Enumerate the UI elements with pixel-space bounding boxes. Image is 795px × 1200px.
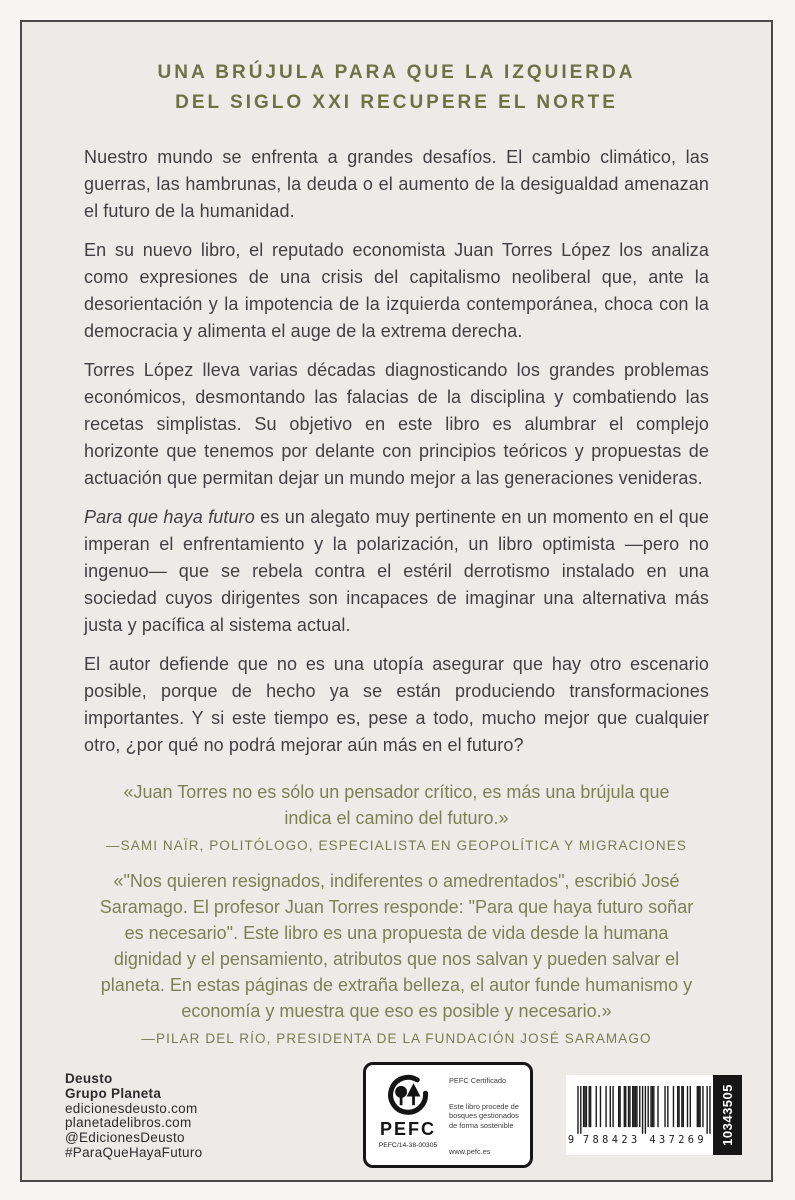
pefc-wordmark: PEFC — [379, 1119, 436, 1139]
publisher-social-handle: @EdicionesDeusto — [65, 1130, 185, 1146]
pefc-logo-column — [375, 1073, 441, 1158]
tagline-line-2: DEL SIGLO XXI RECUPERE EL NORTE — [175, 92, 618, 113]
svg-text:788423: 788423 — [582, 1134, 637, 1147]
synopsis-paragraph: El autor defiende que no es una utopía asegurar que hay otro escenario posible, porque de hecho ya se están produciendo transformaciones importantes. Y si este tiempo es, pese a todo, mucho mejor que cualquier otro, ¿por qué no podrá mejorar aún más en el futuro? — [84, 654, 709, 755]
quote-attribution: —SAMI NAÏR, POLITÓLOGO, ESPECIALISTA EN GEOPOLÍTICA Y MIGRACIONES — [106, 838, 687, 853]
svg-text:9: 9 — [567, 1134, 574, 1147]
tagline-line-1: UNA BRÚJULA PARA QUE LA IZQUIERDA — [157, 62, 636, 83]
pefc-url: www.pefc.es — [449, 1146, 491, 1156]
cover-frame — [20, 20, 773, 1182]
pefc-license-number: PEFC/14-38-00305 — [378, 1142, 438, 1149]
synopsis-paragraph: En su nuevo libro, el reputado economista Juan Torres López los analiza como expresiones de una crisis del capitalismo neoliberal que, ante la desorientación y la impotencia de la izquierda contemporánea, choca con la democracia y alimenta el auge de la extrema derecha. — [84, 240, 709, 341]
quote-text: «"Nos quieren resignados, indiferentes o amedrentados", escribió José Saramago. El profesor Juan Torres responde: "Para que haya futuro soñar es necesario". Este libro es una propuesta de vida desde la humana dignidad y el pensamiento, atributos que nos salvan y pueden salvar el planeta. En estas páginas de extraña belleza, el autor funde humanismo y economía y muestra que eso es posible y necesario.» — [99, 871, 694, 1021]
pefc-certified-label: PEFC Certificado — [449, 1076, 507, 1085]
publisher-website: planetadelibros.com — [65, 1115, 192, 1131]
pefc-trees-icon — [385, 1073, 431, 1119]
cover-content — [22, 22, 771, 1061]
publisher-imprint: Deusto — [65, 1071, 113, 1086]
publisher-website: edicionesdeusto.com — [65, 1100, 198, 1116]
publisher-block — [65, 1072, 202, 1161]
book-title-italic: Para que haya futuro — [84, 507, 255, 527]
quote-sami-nair — [84, 779, 709, 853]
quote-attribution: —PILAR DEL RÍO, PRESIDENTA DE LA FUNDACIÓN JOSÉ SARAMAGO — [141, 1031, 652, 1046]
synopsis-paragraph: Para que haya futuro es un alegato muy pertinente en un momento en el que imperan el enfrentamiento y la polarización, un libro optimista —pero no ingenuo— que se rebela contra el estéril derrotismo instalado en una sociedad cuyos dirigentes son incapaces de imaginar una alternativa más justa y pacífica al sistema actual. — [84, 507, 709, 635]
isbn-barcode — [566, 1075, 742, 1155]
ean13-bars — [566, 1075, 713, 1155]
publisher-hashtag: #ParaQueHayaFuturo — [65, 1144, 203, 1160]
sku-number: 10343505 — [720, 1084, 735, 1146]
ean13-barcode-svg — [567, 1082, 713, 1148]
pefc-text-column — [449, 1073, 522, 1158]
tagline — [84, 58, 709, 118]
pefc-claim-text: Este libro procede de bosques gestionados de forma sostenible — [449, 1102, 519, 1130]
synopsis-paragraph: Nuestro mundo se enfrenta a grandes desafíos. El cambio climático, las guerras, las hambrunas, la deuda o el aumento de la desigualdad amenazan el futuro de la humanidad. — [84, 147, 709, 221]
sku-strip — [713, 1075, 742, 1155]
quote-text: «Juan Torres no es sólo un pensador crítico, es más una brújula que indica el camino del futuro.» — [123, 782, 670, 828]
synopsis-paragraph: Torres López lleva varias décadas diagnosticando los grandes problemas económicos, desmontando las falacias de la disciplina y combatiendo las recetas simplistas. Su objetivo en este libro es alumbrar el complejo horizonte que tenemos por delante con principios teóricos y propuestas de actuación que permitan dejar un mundo mejor a las generaciones venideras. — [84, 360, 709, 488]
publisher-group: Grupo Planeta — [65, 1085, 162, 1101]
pefc-certification-label — [363, 1062, 533, 1168]
svg-text:437269: 437269 — [648, 1134, 704, 1147]
quote-pilar-del-rio — [84, 868, 709, 1046]
endorsements — [84, 779, 709, 1046]
synopsis — [84, 144, 709, 759]
